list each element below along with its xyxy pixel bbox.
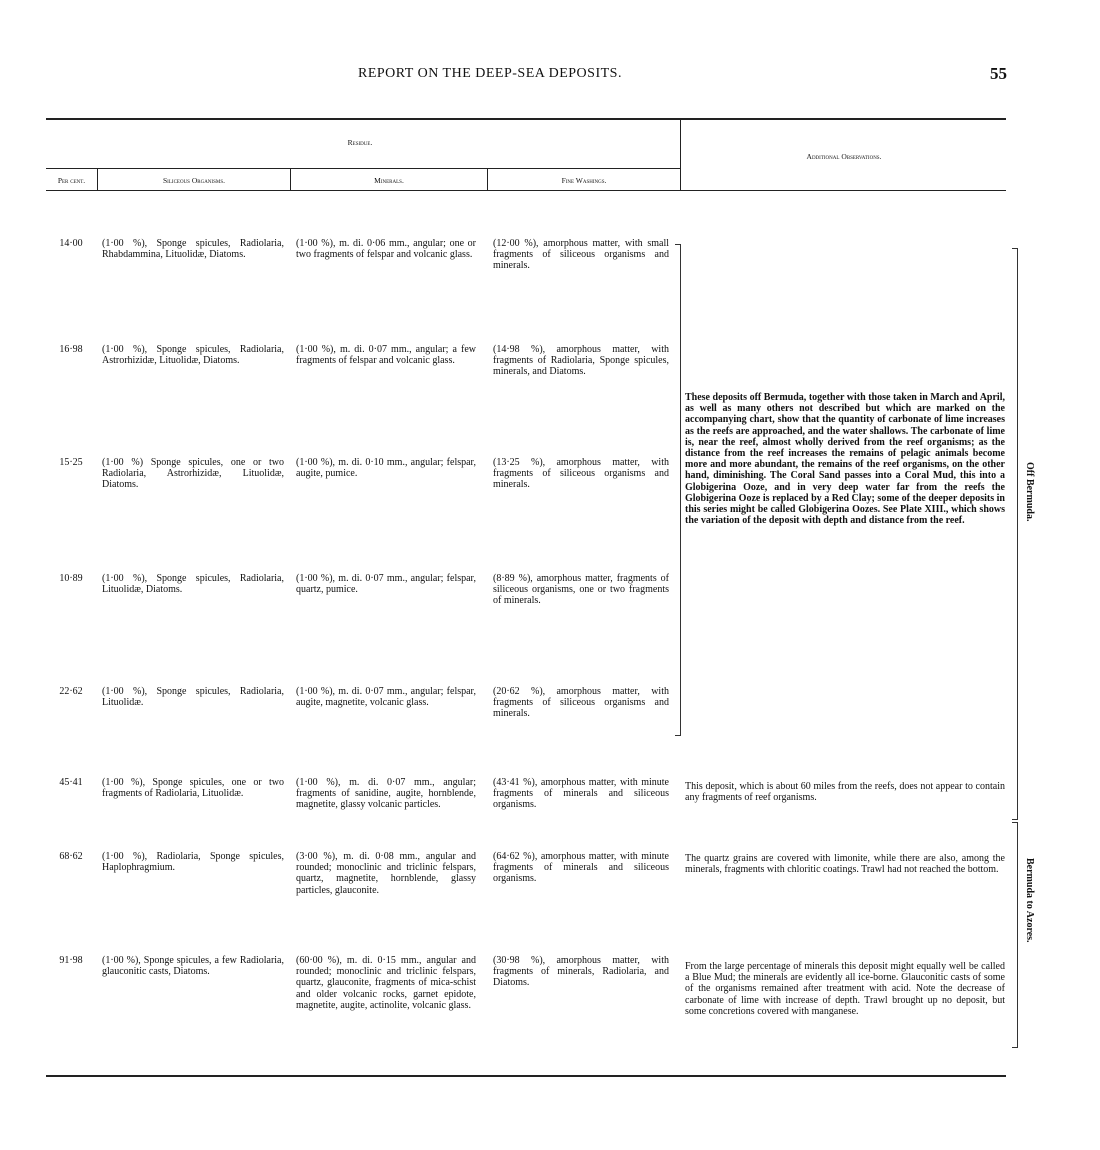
per-cent-cell: 16·98 xyxy=(59,344,83,355)
table-top-rule xyxy=(46,118,1006,120)
observations-row6: This deposit, which is about 60 miles from the reefs, does not appear to contain any fragments of reef organisms. xyxy=(685,781,1005,804)
siliceous-cell: (1·00 %), Sponge spicules, Radiolaria, Astrorhizidæ, Lituolidæ, Diatoms. xyxy=(102,344,284,367)
fine-washings-cell: (14·98 %), amorphous matter, with fragments of Radiolaria, Sponge spicules, minerals, and Diatoms. xyxy=(493,344,669,378)
fine-washings-cell: (20·62 %), amorphous matter, with fragments of siliceous organisms and minerals. xyxy=(493,686,669,720)
column-divider-2 xyxy=(290,168,291,190)
off-bermuda-brace xyxy=(1012,248,1018,820)
per-cent-cell: 45·41 xyxy=(59,777,83,788)
observations-bermuda: These deposits off Bermuda, together with those taken in March and April, as well as many others not described but which are marked on the accompanying chart, show that the quantity of carbonate of lime increases as the reefs are approached, and the water shallows. The carbonate of lime is, near the reef, almost wholly derived from the reef organisms; as the distance from the reef increases the remains of pelagic animals become more and more abundant, the remains of the reef organisms, on the other hand, diminishing. The Coral Sand passes into a Coral Mud, this into a Globigerina Ooze, and in very deep water far from the reefs the Globigerina Ooze is replaced by a Red Clay; some of the deeper deposits in this series might be called Globigerina Oozes. See Plate XIII., which shows the variation of the deposit with depth and distance from the reef. xyxy=(685,392,1005,527)
off-bermuda-label: Off Bermuda. xyxy=(1024,462,1035,522)
minerals-cell: (1·00 %), m. di. 0·07 mm., angular; a few fragments of felspar and volcanic glass. xyxy=(296,344,476,367)
observations-row8: From the large percentage of minerals this deposit might equally well be called a Blue Mud; the minerals are evidently all ice-borne. Glauconitic casts of some of the organisms remained after treatment with acid. Note the decrease of carbonate of lime with increase of depth. Trawl brought up no deposit, but some concretions covered with manganese. xyxy=(685,961,1005,1017)
siliceous-cell: (1·00 %), Radiolaria, Sponge spicules, Haplophragmium. xyxy=(102,851,284,874)
minerals-cell: (3·00 %), m. di. 0·08 mm., angular and rounded; monoclinic and triclinic felspars, quartz, magnetite, hornblende, glassy particles, glauconite. xyxy=(296,851,476,896)
siliceous-heading: Siliceous Organisms. xyxy=(163,176,225,185)
siliceous-cell: (1·00 %), Sponge spicules, Radiolaria, Lituolidæ. xyxy=(102,686,284,709)
minerals-heading: Minerals. xyxy=(374,176,404,185)
per-cent-cell: 68·62 xyxy=(59,851,83,862)
column-divider-1 xyxy=(97,168,98,190)
minerals-cell: (1·00 %), m. di. 0·07 mm., angular; fragments of sanidine, augite, hornblende, magnetite, glassy volcanic particles. xyxy=(296,777,476,811)
minerals-cell: (1·00 %), m. di. 0·07 mm., angular; felspar, augite, magnetite, volcanic glass. xyxy=(296,686,476,709)
siliceous-cell: (1·00 %), Sponge spicules, a few Radiolaria, glauconitic casts, Diatoms. xyxy=(102,955,284,978)
per-cent-cell: 15·25 xyxy=(59,457,83,468)
column-divider-3 xyxy=(487,168,488,190)
siliceous-cell: (1·00 %) Sponge spicules, one or two Radiolaria, Astrorhizidæ, Lituolidæ, Diatoms. xyxy=(102,457,284,491)
siliceous-cell: (1·00 %), Sponge spicules, Radiolaria, Lituolidæ, Diatoms. xyxy=(102,573,284,596)
minerals-cell: (60·00 %), m. di. 0·15 mm., angular and rounded; monoclinic and triclinic felspars, quartz, glauconite, fragments of mica-schist and older volcanic rocks, garnet epidote, magnetite, augite, actinolite, volcanic glass. xyxy=(296,955,476,1011)
per-cent-heading: Per cent. xyxy=(57,176,86,185)
observations-divider xyxy=(680,118,681,190)
table-bottom-rule xyxy=(46,1075,1006,1077)
page-number: 55 xyxy=(990,64,1007,83)
per-cent-cell: 14·00 xyxy=(59,238,83,249)
per-cent-cell: 10·89 xyxy=(59,573,83,584)
residue-divider-rule xyxy=(46,168,680,169)
fine-washings-cell: (12·00 %), amorphous matter, with small fragments of siliceous organisms and minerals. xyxy=(493,238,669,272)
observations-heading: Additional Observations. xyxy=(806,152,882,161)
bermuda-azores-label: Bermuda to Azores. xyxy=(1024,858,1035,943)
minerals-cell: (1·00 %), m. di. 0·06 mm., angular; one or two fragments of felspar and volcanic glass. xyxy=(296,238,476,261)
fine-washings-cell: (43·41 %), amorphous matter, with minute fragments of minerals and siliceous organisms. xyxy=(493,777,669,811)
fine-washings-cell: (13·25 %), amorphous matter, with fragments of siliceous organisms and minerals. xyxy=(493,457,669,491)
fine-washings-heading: Fine Washings. xyxy=(561,176,607,185)
fine-washings-brace xyxy=(675,244,681,736)
fine-washings-cell: (8·89 %), amorphous matter, fragments of siliceous organisms, one or two fragments of minerals. xyxy=(493,573,669,607)
running-header xyxy=(0,62,1100,86)
table-header-rule xyxy=(46,190,1006,191)
observations-row7: The quartz grains are covered with limonite, while there are also, among the minerals, fragments with chloritic coatings. Trawl had not reached the bottom. xyxy=(685,853,1005,876)
minerals-cell: (1·00 %), m. di. 0·07 mm., angular; felspar, quartz, pumice. xyxy=(296,573,476,596)
siliceous-cell: (1·00 %), Sponge spicules, Radiolaria, Rhabdammina, Lituolidæ, Diatoms. xyxy=(102,238,284,261)
minerals-cell: (1·00 %), m. di. 0·10 mm., angular; felspar, augite, pumice. xyxy=(296,457,476,480)
siliceous-cell: (1·00 %), Sponge spicules, one or two fragments of Radiolaria, Lituolidæ. xyxy=(102,777,284,800)
per-cent-cell: 91·98 xyxy=(59,955,83,966)
page-title: REPORT ON THE DEEP-SEA DEPOSITS. xyxy=(358,66,622,81)
fine-washings-cell: (64·62 %), amorphous matter, with minute fragments of minerals and siliceous organisms. xyxy=(493,851,669,885)
bermuda-azores-brace xyxy=(1012,822,1018,1048)
per-cent-cell: 22·62 xyxy=(59,686,83,697)
fine-washings-cell: (30·98 %), amorphous matter, with fragments of minerals, Radiolaria, and Diatoms. xyxy=(493,955,669,989)
residue-heading: Residue. xyxy=(347,138,373,147)
